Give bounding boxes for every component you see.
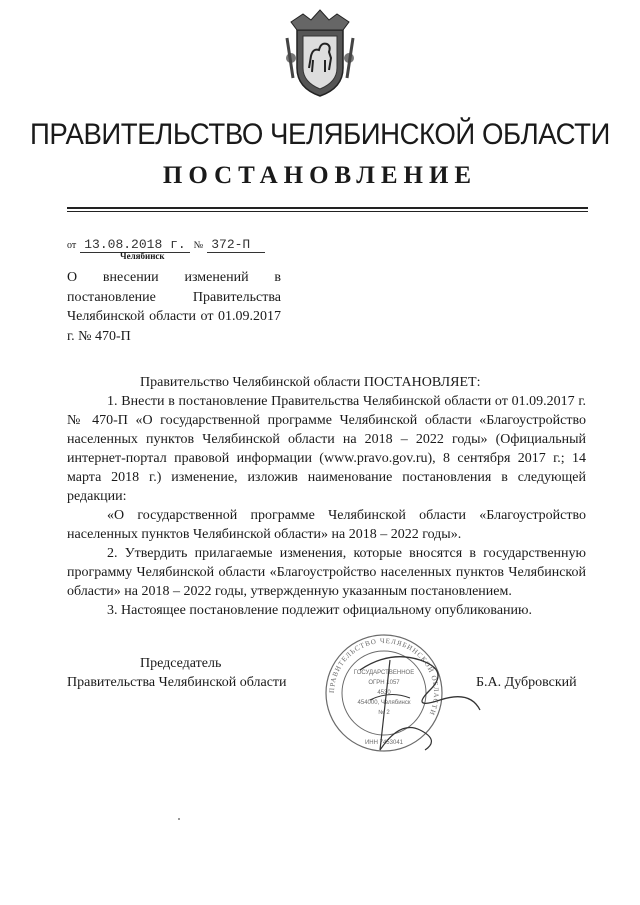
document-date: 13.08.2018 г. — [80, 237, 189, 253]
document-subject: О внесении изменений в постановление Правительства Челябинской области от 01.09.2017 г. № 470-П — [67, 270, 281, 344]
stamp-line-5: № 2 — [378, 710, 390, 716]
stamp-inn: ИНН 7453041 — [364, 740, 404, 746]
document-number: 372-П — [207, 237, 265, 253]
stamp-line-3: 4530 — [377, 690, 391, 696]
signatory-position-line2: Правительства Челябинской области — [67, 675, 287, 690]
header-rule — [67, 207, 588, 209]
paragraph-2 — [67, 544, 586, 601]
stamp-line-2: ОГРН 1057 — [368, 680, 400, 686]
scan-speck — [178, 818, 180, 820]
city-label: Челябинск — [120, 251, 165, 261]
paragraph-1 — [67, 392, 586, 506]
handwritten-signature — [330, 640, 490, 760]
stamp-line-4: 454000, Челябинск — [357, 700, 411, 706]
coat-of-arms-emblem — [283, 8, 357, 100]
stamp-ring-text: ПРАВИТЕЛЬСТВО ЧЕЛЯБИНСКОЙ ОБЛАСТИ — [327, 636, 441, 717]
signatory-name: Б.А. Дубровский — [476, 675, 577, 690]
date-number-line — [67, 235, 265, 253]
paragraph-1-quote-text: «О государственной программе Челябинской области «Благоустройство населенных пунктов Челябинской области» на 2018 – 2022 годы». — [67, 508, 586, 542]
signatory-position-line1: Председатель — [140, 656, 222, 671]
government-title: ПРАВИТЕЛЬСТВО ЧЕЛЯБИНСКОЙ ОБЛАСТИ — [30, 118, 610, 151]
stamp-line-1: ГОСУДАРСТВЕННОЕ — [353, 670, 415, 676]
paragraph-1-quote — [67, 506, 586, 544]
header-rule-thin — [67, 211, 588, 212]
paragraph-1-text: 1. Внести в постановление Правительства Челябинской области от 01.09.2017 г. № 470-П «О государственной программе Челябинской области «Благоустройство населенных пунктов Челябинской области на 2018 – 2022 годы» (Официальный интернет-портал правовой информации (www.pravo.gov.ru), 8 сентября 2017 г.; 14 марта 2018 г.) изменение, изложив наименование постановления в следующей редакции: — [67, 394, 586, 504]
number-prefix: № — [193, 240, 204, 251]
paragraph-2-text: 2. Утвердить прилагаемые изменения, которые вносятся в государственную программу Челябинской области «Благоустройство населенных пунктов Челябинской области» на 2018 – 2022 годы, утвержденную указанным постановлением. — [67, 546, 586, 599]
document-type-title: ПОСТАНОВЛЕНИЕ — [162, 162, 478, 189]
date-prefix: от — [67, 240, 77, 251]
preamble: Правительство Челябинской области ПОСТАНОВЛЯЕТ: — [140, 375, 481, 390]
paragraph-3 — [67, 601, 586, 620]
paragraph-3-text: 3. Настоящее постановление подлежит официальному опубликованию. — [107, 603, 532, 618]
